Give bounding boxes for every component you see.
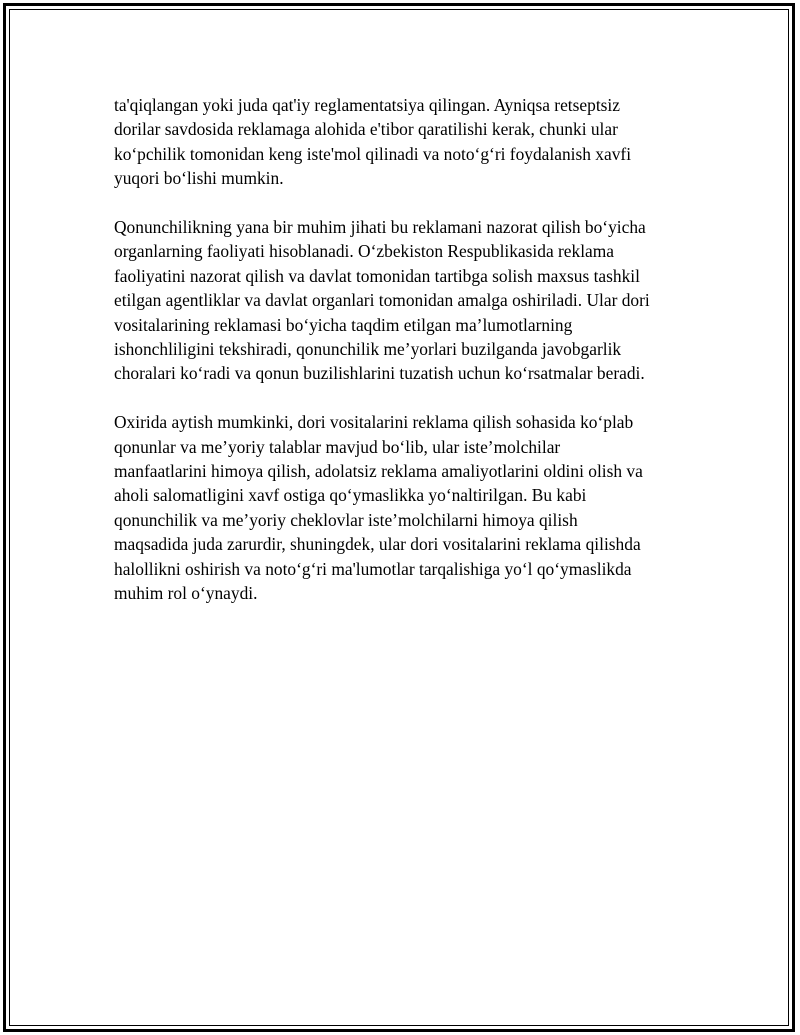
text-line: organlarning faoliyati hisoblanadi. O‘zbekiston Respublikasida reklama xyxy=(114,241,615,262)
document-body xyxy=(114,93,694,630)
text-line: halollikni oshirish va noto‘g‘ri ma'lumotlar tarqalishiga yo‘l qo‘ymaslikda xyxy=(114,558,632,579)
text-line: maqsadida juda zarurdir, shuningdek, ular dori vositalarini reklama qilishda xyxy=(114,534,641,555)
text-line: qonunlar va me’yoriy talablar mavjud bo‘lib, ular iste’molchilar xyxy=(114,436,561,457)
paragraph-1 xyxy=(114,93,694,191)
text-line: vositalarining reklamasi bo‘yicha taqdim etilgan ma’lumotlarning xyxy=(114,314,573,335)
text-line: Oxirida aytish mumkinki, dori vositalarini reklama qilish sohasida ko‘plab xyxy=(114,412,634,433)
text-line: aholi salomatligini xavf ostiga qo‘ymaslikka yo‘naltirilgan. Bu kabi xyxy=(114,485,587,506)
text-line: manfaatlarini himoya qilish, adolatsiz reklama amaliyotlarini oldini olish va xyxy=(114,461,643,482)
text-line: yuqori bo‘lishi mumkin. xyxy=(114,168,284,189)
text-line: faoliyatini nazorat qilish va davlat tomonidan tartibga solish maxsus tashkil xyxy=(114,265,640,286)
text-line: Qonunchilikning yana bir muhim jihati bu reklamani nazorat qilish bo‘yicha xyxy=(114,217,646,238)
paragraph-2 xyxy=(114,215,694,386)
paragraph-3 xyxy=(114,410,694,605)
text-line: ishonchliligini tekshiradi, qonunchilik me’yorlari buzilganda javobgarlik xyxy=(114,339,622,360)
text-line: muhim rol o‘ynaydi. xyxy=(114,583,258,604)
text-line: choralari ko‘radi va qonun buzilishlarini tuzatish uchun ko‘rsatmalar beradi. xyxy=(114,363,645,384)
text-line: etilgan agentliklar va davlat organlari tomonidan amalga oshiriladi. Ular dori xyxy=(114,290,650,311)
text-line: ta'qiqlangan yoki juda qat'iy reglamentatsiya qilingan. Ayniqsa retseptsiz xyxy=(114,95,620,115)
text-line: ko‘pchilik tomonidan keng iste'mol qilinadi va noto‘g‘ri foydalanish xavfi xyxy=(114,143,632,164)
text-line: qonunchilik va me’yoriy cheklovlar iste’molchilarni himoya qilish xyxy=(114,509,578,530)
text-line: dorilar savdosida reklamaga alohida e'tibor qaratilishi kerak, chunki ular xyxy=(114,119,618,140)
